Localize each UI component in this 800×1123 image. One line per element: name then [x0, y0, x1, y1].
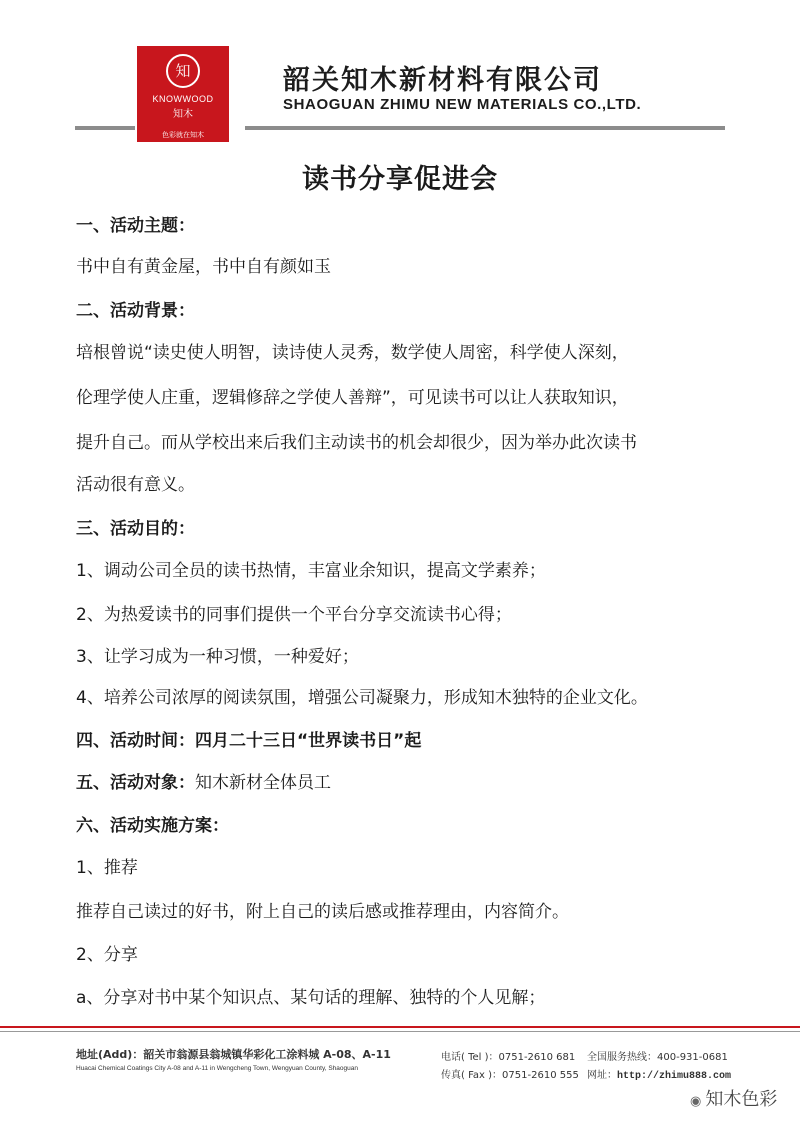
web-label: 网址： [587, 1070, 617, 1081]
section-heading-background: 二、活动背景： [76, 301, 195, 321]
document-title: 读书分享促进会 [302, 164, 498, 195]
target-value: 知木新材全体员工 [195, 773, 331, 793]
fax-label: 传真( Fax )： [441, 1070, 503, 1081]
plan-recommend-text: 推荐自己读过的好书，附上自己的读后感或推荐理由，内容简介。 [76, 902, 569, 922]
background-line-2: 伦理学使人庄重，逻辑修辞之学使人善辩”，可见读书可以让人获取知识， [76, 388, 629, 408]
logo-slogan: 色彩就在知木 [162, 131, 204, 139]
footer-fax [441, 1066, 579, 1081]
purpose-item-3: 3、让学习成为一种习惯，一种爱好； [76, 647, 359, 667]
footer-address: 地址(Add)：韶关市翁源县翁城镇华彩化工涂料城 A-08、A-11 [76, 1048, 391, 1061]
section-target [76, 768, 331, 793]
header-divider-left [75, 126, 135, 130]
plan-step-recommend: 1、推荐 [76, 858, 138, 878]
background-line-3: 提升自己。而从学校出来后我们主动读书的机会却很少，因为举办此次读书 [76, 433, 637, 453]
watermark-text: 知木色彩 [705, 1089, 778, 1110]
footer-hotline [587, 1048, 728, 1063]
letterhead [0, 0, 800, 150]
footer-website [587, 1066, 731, 1082]
header-divider-right [245, 126, 725, 130]
footer-telephone [441, 1048, 575, 1063]
hotline-label: 全国服务热线： [587, 1052, 657, 1063]
wechat-watermark [690, 1085, 777, 1111]
logo-brand-cn: 知木 [173, 109, 193, 120]
company-logo [137, 46, 229, 142]
purpose-item-4: 4、培养公司浓厚的阅读氛围，增强公司凝聚力，形成知木独特的企业文化。 [76, 688, 648, 708]
logo-brand: KNOWWOOD [152, 94, 214, 104]
footer-divider-gray [0, 1031, 800, 1032]
footer-address-en: Huacai Chemical Coatings City A-08 and A-11 in Wengcheng Town, Wengyuan County, Shaoguan [76, 1065, 358, 1072]
purpose-item-1: 1、调动公司全员的读书热情，丰富业余知识，提高文学素养； [76, 561, 546, 581]
company-name-en: SHAOGUAN ZHIMU NEW MATERIALS CO.,LTD. [283, 96, 642, 113]
section-heading-time: 四、活动时间：四月二十三日“世界读书日”起 [76, 731, 422, 751]
purpose-item-2: 2、为热爱读书的同事们提供一个平台分享交流读书心得； [76, 605, 512, 625]
section-heading-theme: 一、活动主题： [76, 216, 195, 236]
company-name-cn: 韶关知木新材料有限公司 [283, 65, 602, 96]
tel-label: 电话( Tel )： [441, 1052, 499, 1063]
section-heading-purpose: 三、活动目的： [76, 519, 195, 539]
section-heading-plan: 六、活动实施方案： [76, 816, 229, 836]
fax-value: 0751-2610 555 [502, 1070, 579, 1081]
wechat-icon: ◉ [690, 1094, 702, 1109]
theme-text: 书中自有黄金屋，书中自有颜如玉 [76, 257, 331, 277]
logo-seal: 知 [166, 54, 200, 88]
hotline-value: 400-931-0681 [657, 1052, 728, 1063]
tel-value: 0751-2610 681 [498, 1052, 576, 1063]
footer-divider-red [0, 1026, 800, 1028]
plan-step-share: 2、分享 [76, 945, 138, 965]
background-line-1: 培根曾说“读史使人明智，读诗使人灵秀，数学使人周密，科学使人深刻， [76, 343, 629, 363]
plan-share-item-a: a、分享对书中某个知识点、某句话的理解、独特的个人见解； [76, 988, 546, 1008]
web-url: http://zhimu888.com [617, 1071, 732, 1082]
background-line-4: 活动很有意义。 [76, 475, 195, 495]
target-label: 五、活动对象： [76, 773, 195, 793]
